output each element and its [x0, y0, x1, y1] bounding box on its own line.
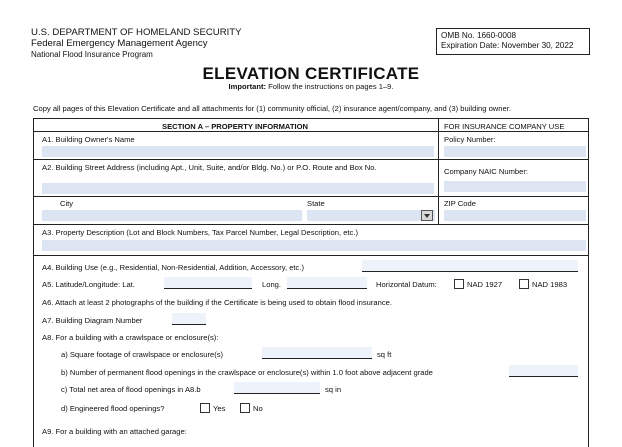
diagram-number-input[interactable] — [172, 313, 206, 325]
engineered-yes-label: Yes — [213, 404, 226, 413]
a9-label: A9. For a building with an attached garage: — [42, 427, 187, 436]
nad1927-label: NAD 1927 — [467, 280, 503, 289]
agency-department: U.S. DEPARTMENT OF HOMELAND SECURITY — [31, 27, 242, 38]
policy-number-input[interactable] — [444, 146, 586, 157]
important-text: Follow the instructions on pages 1–9. — [268, 82, 394, 91]
naic-number-input[interactable] — [444, 181, 586, 192]
divider — [34, 196, 588, 197]
building-use-input[interactable] — [362, 260, 578, 272]
divider — [34, 224, 588, 225]
chevron-down-icon — [422, 211, 432, 220]
omb-number: OMB No. 1660-0008 — [441, 31, 517, 40]
state-label: State — [307, 199, 325, 208]
city-label: City — [60, 199, 74, 208]
important-label: Important: — [228, 82, 267, 91]
zip-code-input[interactable] — [444, 210, 586, 221]
a8b-label: b) Number of permanent flood openings in the crawlspace or enclosure(s) within 1.0 foot above adjacent grade — [61, 368, 433, 377]
engineered-no-checkbox[interactable] — [240, 403, 250, 413]
copy-instruction: Copy all pages of this Elevation Certificate and all attachments for (1) community official, (2) insurance agent/company, and (3) building owner. — [33, 104, 511, 113]
a2-label: A2. Building Street Address (including Apt., Unit, Suite, and/or Bldg. No.) or P.O. Route and Box No. — [42, 163, 377, 172]
nad1983-checkbox[interactable] — [519, 279, 529, 289]
a8a-unit: sq ft — [377, 350, 392, 359]
nad1927-checkbox[interactable] — [454, 279, 464, 289]
policy-number-label: Policy Number: — [444, 135, 496, 144]
owner-name-input[interactable] — [42, 146, 434, 157]
a6-label: A6. Attach at least 2 photographs of the building if the Certificate is being used to obtain flood insurance. — [42, 298, 392, 307]
expiration-date: Expiration Date: November 30, 2022 — [441, 41, 574, 50]
state-select[interactable] — [307, 210, 435, 221]
a7-label: A7. Building Diagram Number — [42, 316, 143, 325]
state-dropdown-button[interactable] — [421, 210, 433, 221]
a8a-label: a) Square footage of crawlspace or enclosure(s) — [61, 350, 224, 359]
crawlspace-sqft-input[interactable] — [262, 347, 372, 359]
section-a-header: SECTION A – PROPERTY INFORMATION — [162, 122, 308, 131]
divider — [34, 131, 588, 132]
divider — [34, 159, 588, 160]
important-note — [0, 82, 622, 91]
property-description-input[interactable] — [42, 240, 586, 251]
longitude-label: Long. — [262, 280, 282, 289]
zip-label: ZIP Code — [444, 199, 476, 208]
flood-openings-count-input[interactable] — [509, 365, 578, 377]
agency-fema: Federal Emergency Management Agency — [31, 38, 208, 49]
city-input[interactable] — [42, 210, 302, 221]
horizontal-datum-label: Horizontal Datum: — [376, 280, 437, 289]
a8-label: A8. For a building with a crawlspace or enclosure(s): — [42, 333, 219, 342]
agency-program: National Flood Insurance Program — [31, 50, 153, 59]
a8c-label: c) Total net area of flood openings in A8.b — [61, 385, 201, 394]
engineered-yes-checkbox[interactable] — [200, 403, 210, 413]
a5-label: A5. Latitude/Longitude: Lat. — [42, 280, 135, 289]
a3-label: A3. Property Description (Lot and Block Numbers, Tax Parcel Number, Legal Description, etc.) — [42, 228, 358, 237]
section-a-form — [33, 118, 589, 447]
insurance-use-header: FOR INSURANCE COMPANY USE — [444, 122, 565, 131]
omb-box — [436, 28, 590, 55]
page-title: ELEVATION CERTIFICATE — [202, 64, 420, 83]
latitude-input[interactable] — [164, 277, 252, 289]
nad1983-label: NAD 1983 — [532, 280, 568, 289]
a1-label: A1. Building Owner's Name — [42, 135, 135, 144]
a4-label: A4. Building Use (e.g., Residential, Non-Residential, Addition, Accessory, etc.) — [42, 263, 304, 272]
naic-label: Company NAIC Number: — [444, 167, 528, 176]
agency-block — [31, 27, 242, 60]
flood-openings-area-input[interactable] — [234, 382, 320, 394]
a8d-label: d) Engineered flood openings? — [61, 404, 165, 413]
divider — [34, 255, 588, 256]
engineered-no-label: No — [253, 404, 263, 413]
column-divider — [438, 119, 439, 224]
a8c-unit: sq in — [325, 385, 342, 394]
longitude-input[interactable] — [287, 277, 367, 289]
street-address-input[interactable] — [42, 183, 434, 194]
